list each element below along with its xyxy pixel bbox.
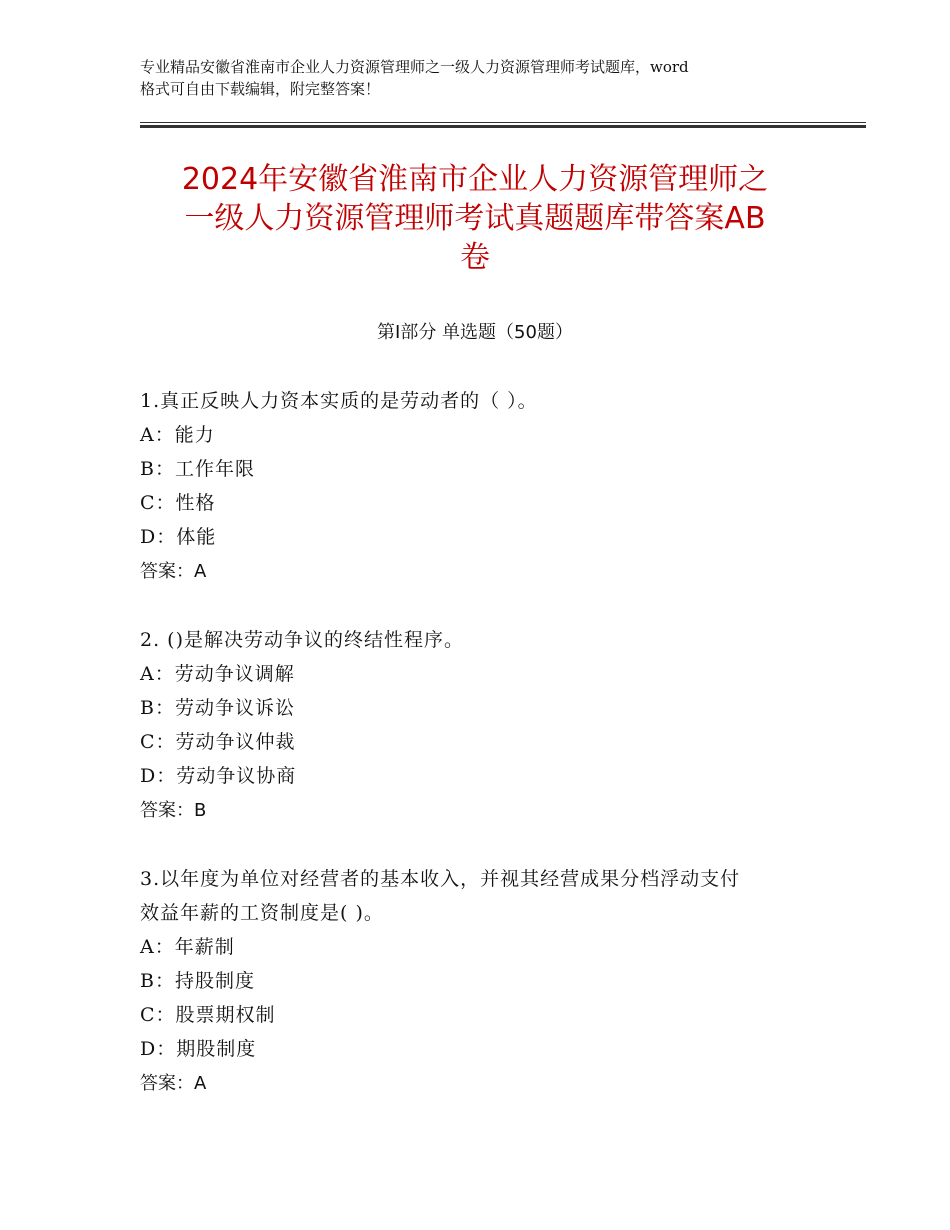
question-1-option-b: B：工作年限 [140, 458, 255, 480]
header-note-line-2: 格式可自由下载编辑，附完整答案！ [140, 80, 381, 98]
question-2-option-a: A：劳动争议调解 [140, 663, 295, 685]
header-note [140, 56, 820, 100]
question-3-option-d: D：期股制度 [140, 1038, 257, 1060]
question-1-option-d: D：体能 [140, 526, 217, 548]
question-1-option-c: C：性格 [140, 492, 216, 514]
question-3-stem-line-2: 效益年薪的工资制度是( )。 [140, 902, 384, 924]
question-2-stem: 2. ()是解决劳动争议的终结性程序。 [140, 629, 464, 651]
question-2-answer: 答案：B [140, 800, 207, 821]
title-line-3: 卷 [460, 240, 490, 275]
title-line-2: 一级人力资源管理师考试真题题库带答案AB [184, 201, 766, 236]
question-3-option-b: B：持股制度 [140, 970, 255, 992]
question-3-stem-line-1: 3.以年度为单位对经营者的基本收入，并视其经营成果分档浮动支付 [140, 868, 741, 890]
question-3-answer: 答案：A [140, 1073, 207, 1094]
question-3-option-c: C：股票期权制 [140, 1004, 276, 1026]
header-rule-thick [140, 125, 866, 128]
question-1-answer: 答案：A [140, 561, 207, 582]
section-title: 第Ⅰ部分 单选题（50题） [377, 322, 573, 343]
question-2-option-c: C：劳动争议仲裁 [140, 731, 296, 753]
question-1-option-a: A：能力 [140, 424, 215, 446]
question-1-stem: 1.真正反映人力资本实质的是劳动者的（ ）。 [140, 390, 538, 412]
title-line-1: 2024年安徽省淮南市企业人力资源管理师之 [181, 162, 769, 197]
question-3-option-a: A：年薪制 [140, 936, 235, 958]
question-2-option-b: B：劳动争议诉讼 [140, 697, 295, 719]
header-rule-thin [140, 122, 866, 123]
question-2-option-d: D：劳动争议协商 [140, 765, 297, 787]
document-title [120, 160, 830, 277]
header-note-line-1: 专业精品安徽省淮南市企业人力资源管理师之一级人力资源管理师考试题库，word [140, 58, 689, 76]
